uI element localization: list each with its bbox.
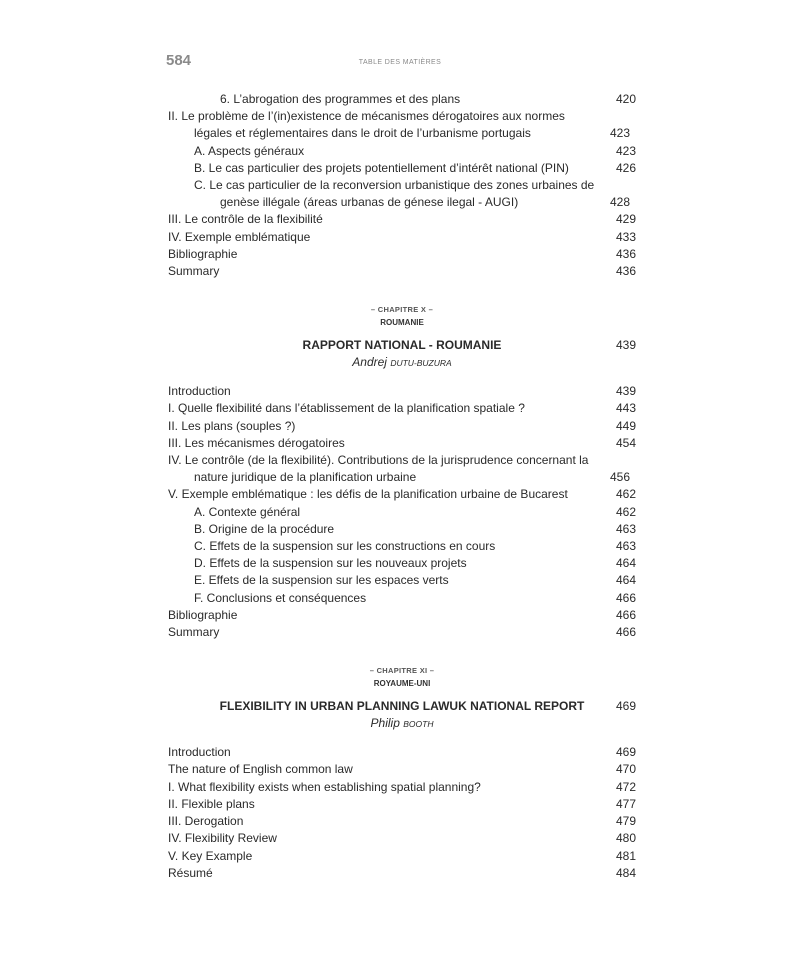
toc-entry-title: D. Effets de la suspension sur les nouveaux projets bbox=[194, 556, 467, 571]
spacer bbox=[168, 280, 636, 304]
toc-entry[interactable] bbox=[168, 263, 636, 280]
toc-entry-title: A. Contexte général bbox=[194, 504, 301, 519]
table-of-contents bbox=[168, 91, 636, 882]
toc-entry-title: I. Quelle flexibilité dans l’établissement de la planification spatiale ? bbox=[168, 401, 525, 416]
chapter-country: ROUMANIE bbox=[380, 318, 424, 328]
toc-entry[interactable] bbox=[168, 555, 636, 572]
author bbox=[168, 715, 636, 732]
toc-entry-title: IV. Le contrôle (de la flexibilité). Contributions de la jurisprudence concernant la nature juridique de la planification urbaine bbox=[168, 453, 589, 485]
toc-entry[interactable] bbox=[168, 91, 636, 108]
toc-entry-title: Bibliographie bbox=[168, 246, 238, 261]
toc-entry-title: Introduction bbox=[168, 745, 231, 760]
toc-entry-page: 420 bbox=[615, 92, 636, 106]
chapter-label: – CHAPITRE XI – bbox=[369, 666, 435, 676]
author-last-name: BOOTH bbox=[403, 719, 434, 730]
toc-entry[interactable] bbox=[168, 229, 636, 246]
report-title-page: 439 bbox=[615, 338, 636, 353]
toc-entry-title: II. Les plans (souples ?) bbox=[168, 418, 296, 433]
toc-entry-page: 466 bbox=[615, 625, 636, 640]
toc-entry-page: 484 bbox=[615, 865, 636, 880]
toc-entry[interactable] bbox=[168, 779, 636, 796]
toc-entry[interactable]: II. Le problème de l’(in)existence de mécanismes dérogatoires aux normes légales et réglementaires dans le droit de l’urbanisme portugais 423 bbox=[168, 109, 631, 141]
toc-entry[interactable] bbox=[168, 830, 636, 847]
toc-entry[interactable] bbox=[168, 796, 636, 813]
toc-entry-page: 436 bbox=[615, 264, 636, 279]
toc-entry-title: E. Effets de la suspension sur les espaces verts bbox=[194, 573, 449, 588]
toc-entry-title: III. Le contrôle de la flexibilité bbox=[168, 212, 323, 227]
toc-entry-page: 439 bbox=[615, 384, 636, 399]
toc-entry-page: 433 bbox=[615, 229, 636, 244]
toc-entry-title: IV. Exemple emblématique bbox=[168, 229, 311, 244]
report-title-text: RAPPORT NATIONAL - ROUMANIE bbox=[302, 338, 502, 353]
toc-entry-page: 464 bbox=[615, 556, 636, 571]
author-last-name: DUTU-BUZURA bbox=[390, 358, 452, 369]
toc-entry-title: A. Aspects généraux bbox=[194, 143, 305, 158]
page-number: 584 bbox=[166, 52, 192, 69]
author-first-name: Philip bbox=[370, 716, 400, 731]
toc-entry-title: II. Le problème de l’(in)existence de mécanismes dérogatoires aux normes légales et réglementaires dans le droit de l’urbanisme portugais bbox=[168, 109, 565, 141]
toc-entry[interactable] bbox=[168, 607, 636, 624]
toc-entry[interactable] bbox=[168, 865, 636, 882]
toc-entry-page: 464 bbox=[615, 573, 636, 588]
toc-entry[interactable] bbox=[168, 143, 636, 160]
toc-entry[interactable] bbox=[168, 572, 636, 589]
author bbox=[168, 354, 636, 371]
toc-entry-page: 426 bbox=[615, 160, 636, 175]
toc-entry[interactable] bbox=[168, 383, 636, 400]
toc-entry-page: 462 bbox=[615, 487, 636, 502]
toc-entry-page: 466 bbox=[615, 607, 636, 622]
toc-entry-title: Summary bbox=[168, 625, 220, 640]
toc-entry[interactable] bbox=[168, 761, 636, 778]
toc-entry[interactable] bbox=[168, 400, 636, 417]
toc-entry[interactable] bbox=[168, 521, 636, 538]
toc-entry-title: The nature of English common law bbox=[168, 762, 353, 777]
toc-entry-page: 436 bbox=[615, 246, 636, 261]
toc-entry[interactable] bbox=[168, 160, 636, 177]
toc-entry-title: II. Flexible plans bbox=[168, 796, 255, 811]
toc-entry[interactable] bbox=[168, 624, 636, 641]
chapter-label: – CHAPITRE X – bbox=[370, 305, 434, 315]
running-head: TABLE DES MATIÈRES bbox=[358, 59, 442, 66]
toc-entry[interactable] bbox=[168, 504, 636, 521]
toc-entry[interactable] bbox=[168, 813, 636, 830]
toc-entry-page: 463 bbox=[615, 539, 636, 554]
toc-entry[interactable]: IV. Le contrôle (de la flexibilité). Contributions de la jurisprudence concernant la nature juridique de la planification urbaine 456 bbox=[168, 453, 631, 485]
chapter-country: ROYAUME-UNI bbox=[373, 679, 431, 689]
toc-entry-page: 423 bbox=[615, 143, 636, 158]
toc-entry-page: 463 bbox=[615, 521, 636, 536]
toc-entry[interactable] bbox=[168, 486, 636, 503]
toc-entry[interactable]: C. Le cas particulier de la reconversion urbanistique des zones urbaines de genèse illégale (áreas urbanas de génese ilegal - AUGI) 428 bbox=[194, 178, 631, 210]
toc-entry-title: Bibliographie bbox=[168, 607, 238, 622]
toc-entry-title: F. Conclusions et conséquences bbox=[194, 590, 367, 605]
report-title-page: 469 bbox=[615, 699, 636, 714]
toc-entry-page: 469 bbox=[615, 745, 636, 760]
toc-entry-page: 481 bbox=[615, 848, 636, 863]
toc-entry-title: Summary bbox=[168, 264, 220, 279]
toc-entry-title: V. Exemple emblématique : les défis de la planification urbaine de Bucarest bbox=[168, 487, 568, 502]
toc-entry[interactable] bbox=[168, 211, 636, 228]
toc-entry-title: Résumé bbox=[168, 865, 213, 880]
toc-entry-page: 479 bbox=[615, 814, 636, 829]
toc-entry-title: V. Key Example bbox=[168, 848, 253, 863]
toc-entry-title: C. Le cas particulier de la reconversion urbanistique des zones urbaines de genèse illégale (áreas urbanas de génese ilegal - AUGI) bbox=[194, 178, 595, 210]
toc-entry-page: 454 bbox=[615, 435, 636, 450]
toc-entry-title: Introduction bbox=[168, 384, 231, 399]
toc-entry[interactable] bbox=[168, 538, 636, 555]
toc-entry-title: III. Les mécanismes dérogatoires bbox=[168, 435, 345, 450]
toc-entry-page: 443 bbox=[615, 401, 636, 416]
toc-entry[interactable] bbox=[168, 848, 636, 865]
spacer bbox=[168, 641, 636, 665]
toc-entry-title: B. Le cas particulier des projets potentiellement d’intérêt national (PIN) bbox=[194, 160, 569, 175]
toc-entry-page: 449 bbox=[615, 418, 636, 433]
toc-entry[interactable] bbox=[168, 435, 636, 452]
toc-entry-title: III. Derogation bbox=[168, 814, 244, 829]
toc-entry[interactable] bbox=[168, 246, 636, 263]
toc-entry-title: 6. L’abrogation des programmes et des plans bbox=[220, 92, 461, 106]
report-title[interactable] bbox=[168, 337, 636, 354]
toc-entry-page: 466 bbox=[615, 590, 636, 605]
report-title[interactable] bbox=[168, 698, 636, 715]
toc-entry-page: 477 bbox=[615, 796, 636, 811]
toc-entry-page: 429 bbox=[615, 212, 636, 227]
author-first-name: Andrej bbox=[352, 355, 387, 370]
toc-entry-page: 462 bbox=[615, 504, 636, 519]
toc-entry[interactable] bbox=[168, 590, 636, 607]
toc-entry-page: 470 bbox=[615, 762, 636, 777]
report-title-text: FLEXIBILITY IN URBAN PLANNING LAWUK NATIONAL REPORT bbox=[219, 699, 585, 714]
toc-entry-page: 472 bbox=[615, 779, 636, 794]
toc-entry-title: IV. Flexibility Review bbox=[168, 831, 277, 846]
toc-entry[interactable] bbox=[168, 418, 636, 435]
toc-entry-title: I. What flexibility exists when establishing spatial planning? bbox=[168, 779, 481, 794]
toc-entry-title: B. Origine de la procédure bbox=[194, 521, 335, 536]
toc-entry-title: C. Effets de la suspension sur les constructions en cours bbox=[194, 539, 496, 554]
toc-entry[interactable] bbox=[168, 744, 636, 761]
toc-entry-page: 480 bbox=[615, 831, 636, 846]
